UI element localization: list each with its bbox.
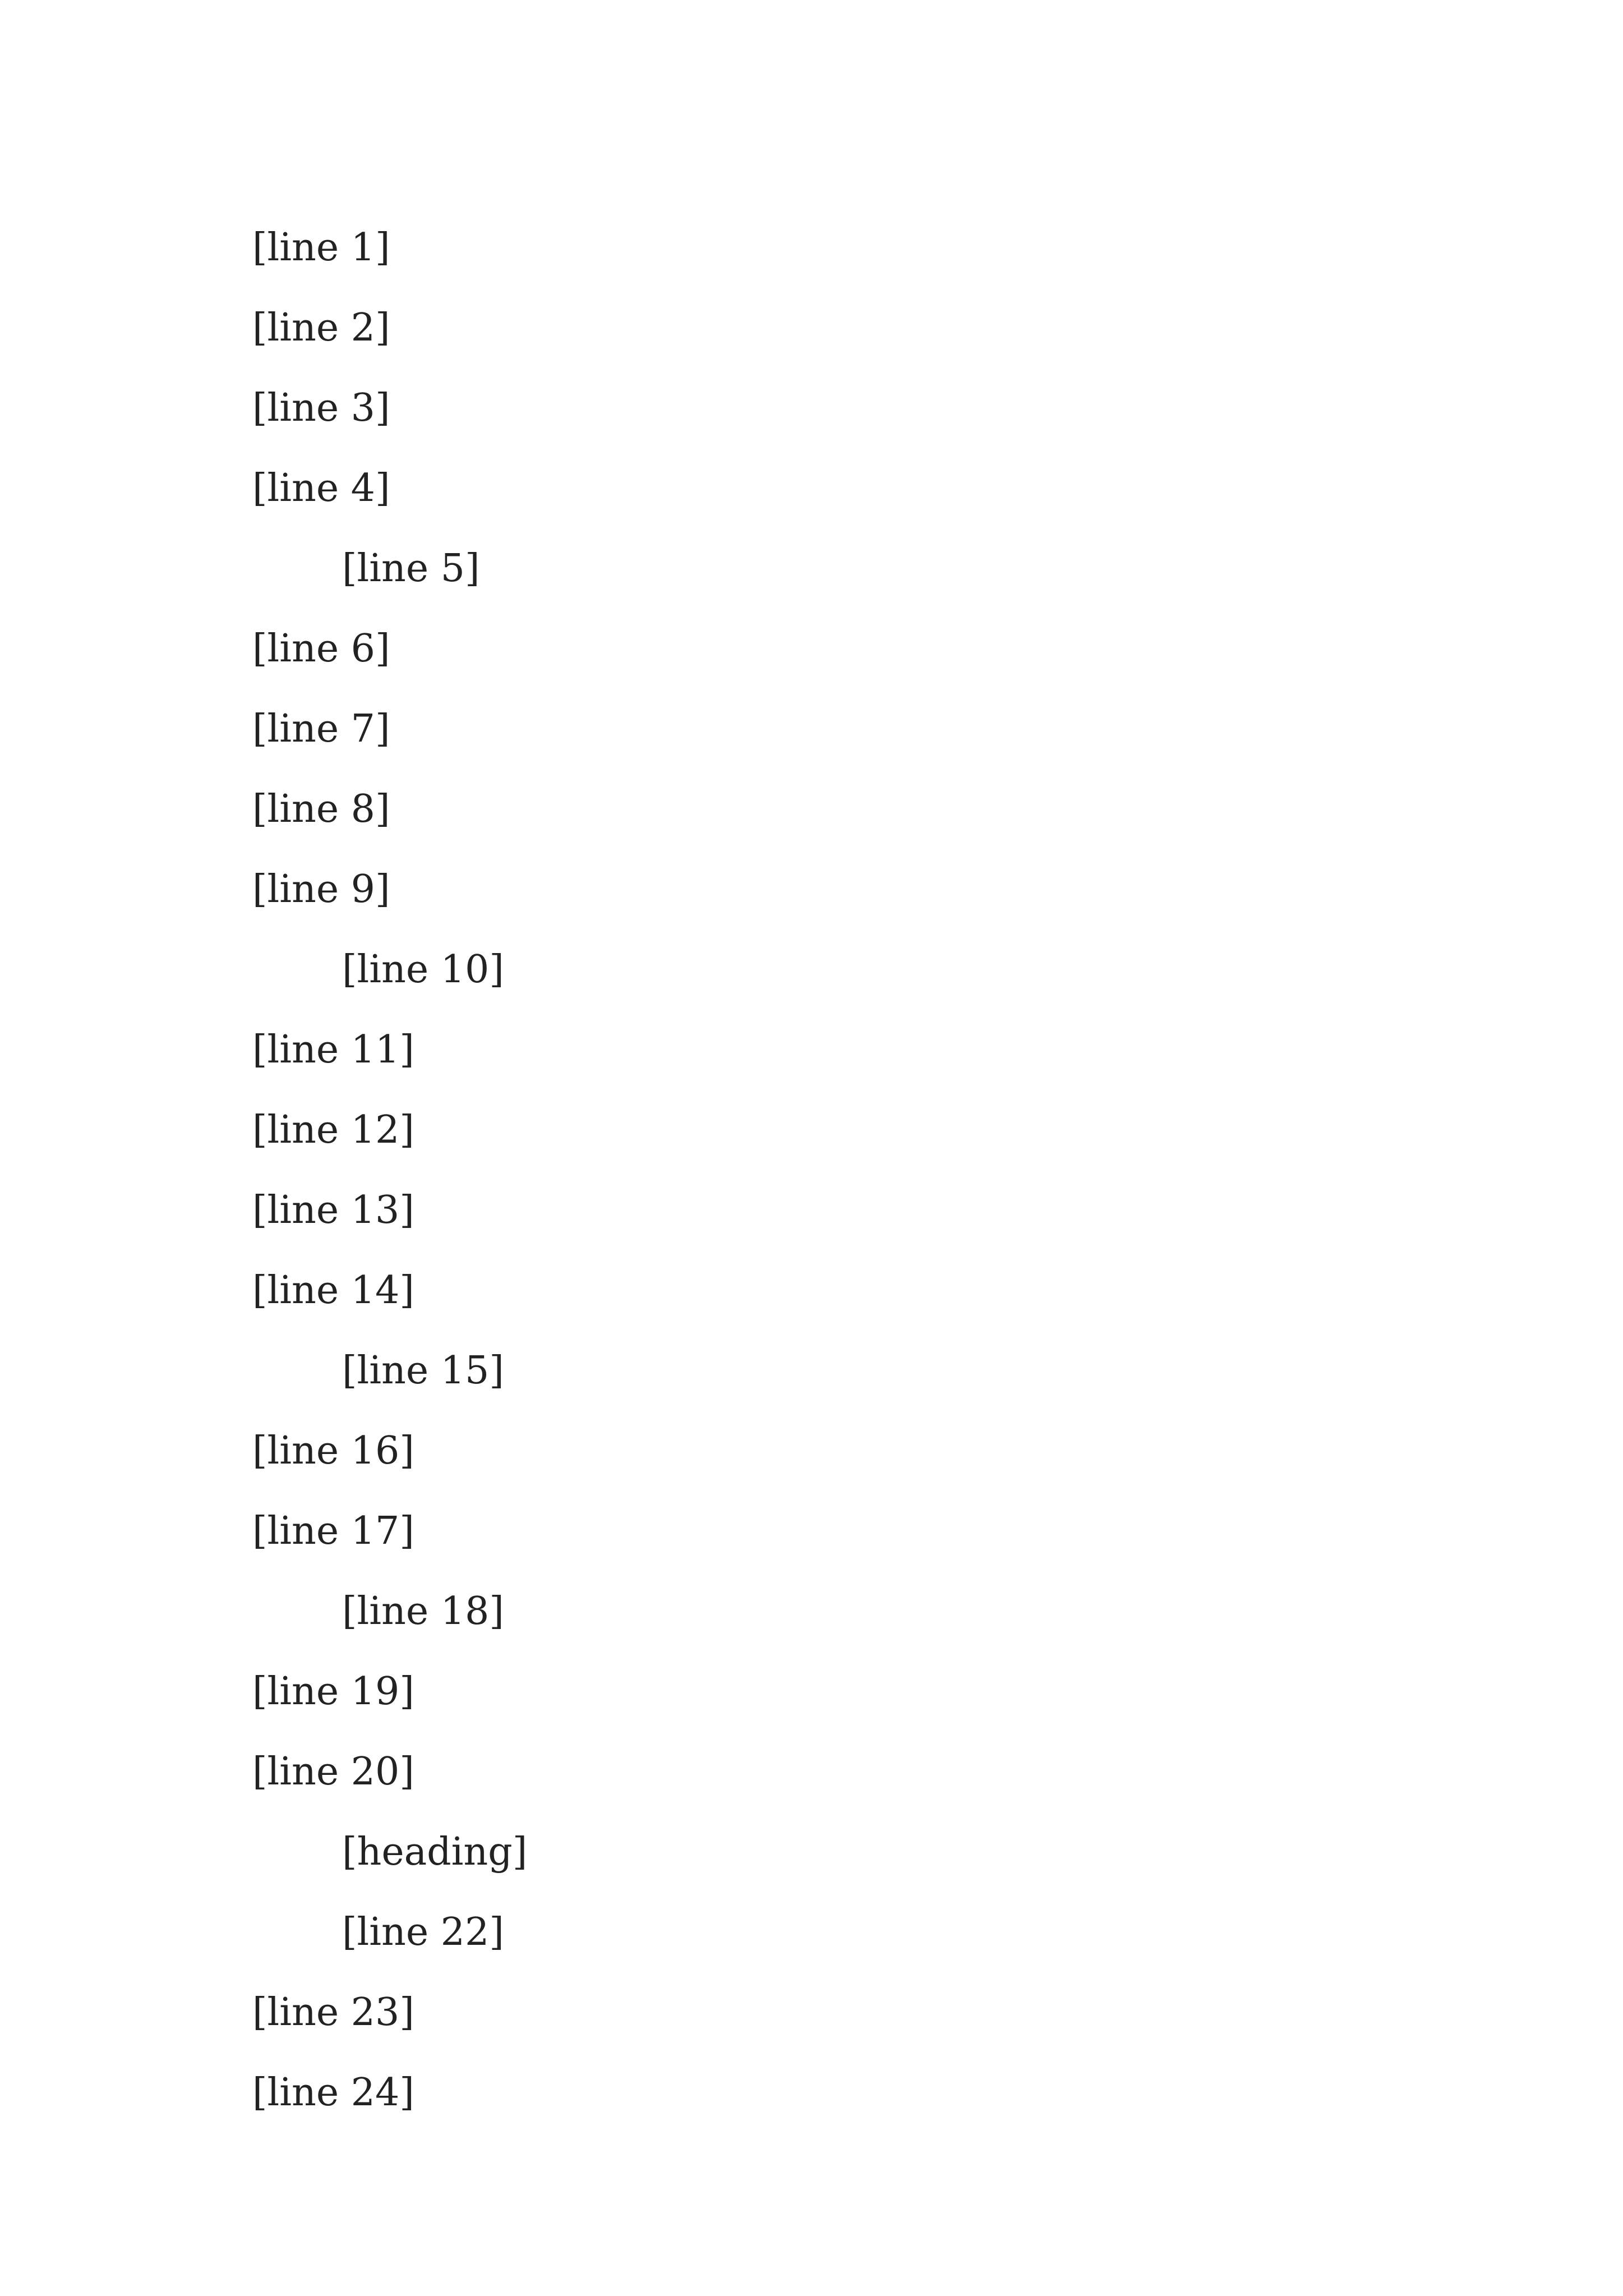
text-line: [line 15] bbox=[342, 1349, 504, 1393]
text-line: [line 12] bbox=[252, 1108, 414, 1152]
text-line: [line 17] bbox=[252, 1509, 414, 1553]
text-line: [line 9] bbox=[252, 867, 390, 912]
text-line: [line 14] bbox=[252, 1268, 414, 1313]
text-line: [line 11] bbox=[252, 1028, 414, 1072]
text-line: [line 16] bbox=[252, 1429, 414, 1473]
text-line: [line 6] bbox=[252, 627, 390, 671]
text-line: [line 2] bbox=[252, 306, 390, 350]
text-line: [line 18] bbox=[342, 1589, 504, 1634]
text-line: [line 19] bbox=[252, 1669, 414, 1714]
text-line: [line 13] bbox=[252, 1188, 414, 1232]
text-line: [line 8] bbox=[252, 787, 390, 831]
text-line: [heading] bbox=[342, 1830, 528, 1874]
body-text bbox=[252, 208, 1374, 2133]
text-line: [line 4] bbox=[252, 466, 390, 510]
text-line: [line 3] bbox=[252, 386, 390, 430]
text-line: [line 23] bbox=[252, 1990, 414, 2035]
text-line: [line 7] bbox=[252, 707, 390, 751]
text-line: [line 22] bbox=[342, 1910, 504, 1954]
text-line: [line 10] bbox=[342, 947, 504, 992]
text-line: [line 24] bbox=[252, 2070, 414, 2115]
text-line: [line 20] bbox=[252, 1750, 414, 1794]
text-line: [line 5] bbox=[342, 546, 480, 591]
text-line: [line 1] bbox=[252, 226, 390, 270]
